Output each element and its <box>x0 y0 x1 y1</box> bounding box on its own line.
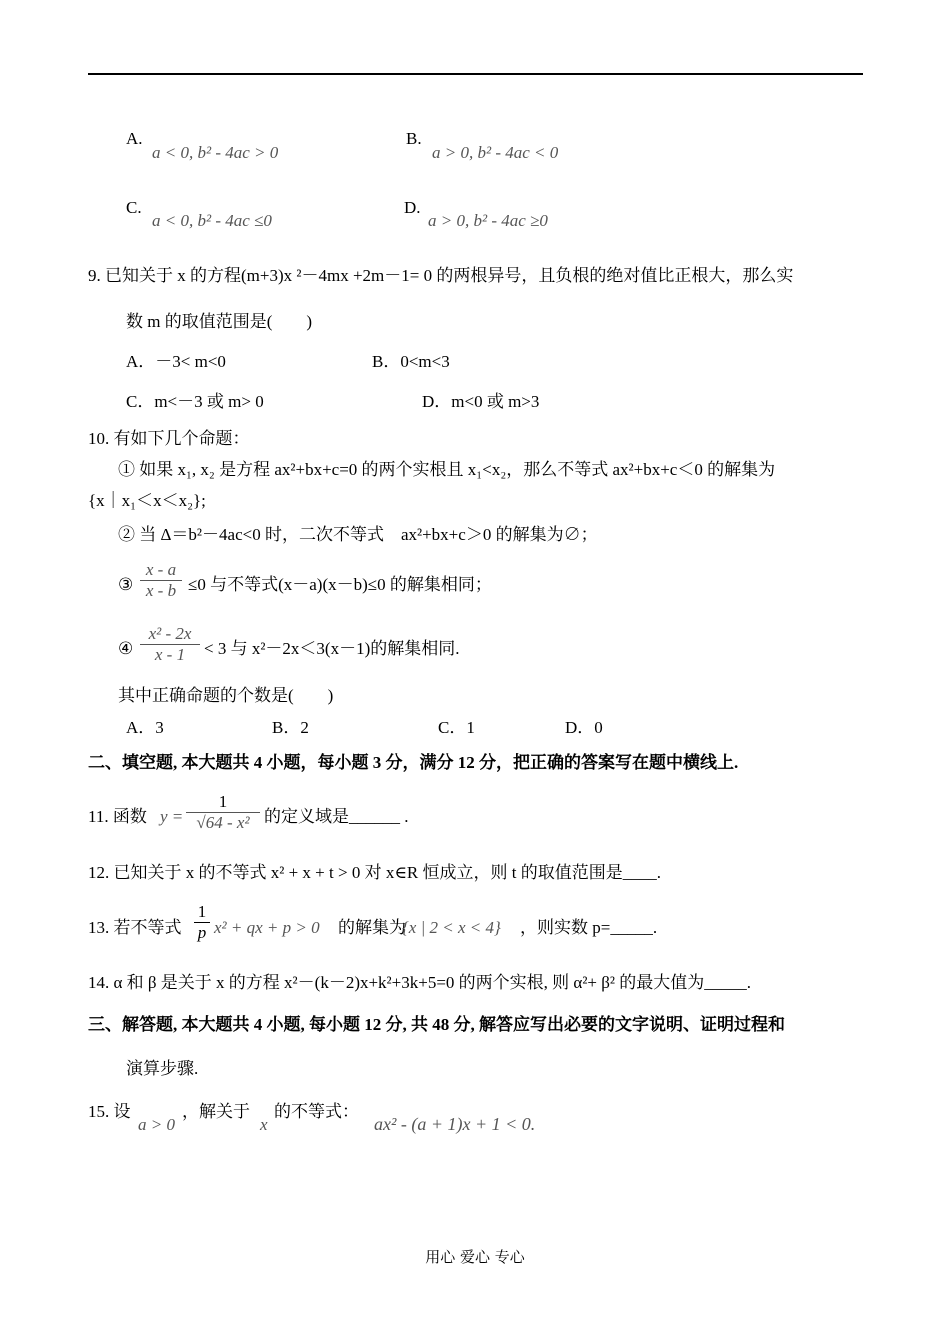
q11-suffix: 的定义域是______ . <box>264 807 409 826</box>
q10-p4-numerator: x² - 2x <box>148 624 192 643</box>
q8-option-c-label: C. <box>126 198 142 217</box>
q14-text: 14. α 和 β 是关于 x 的方程 x²－(k－2)x+k²+3k+5=0 的两个实根, 则 α²+ β² 的最大值为_____. <box>88 973 752 992</box>
q13-prefix: 13. 若不等式 <box>88 918 182 937</box>
q9-option-d: D．m<0 或 m>3 <box>422 392 540 411</box>
q10-proposition-3-text: ≤0 与不等式(x－a)(x－b)≤0 的解集相同； <box>188 575 492 594</box>
q8-option-a-label: A. <box>126 129 143 148</box>
q11-prefix: 11. 函数 <box>88 807 147 826</box>
q11-fraction <box>186 792 260 833</box>
q13-mid: 的解集为 <box>338 918 406 937</box>
q10-option-a: A．3 <box>126 718 164 737</box>
q10-p3-numerator: x - a <box>145 560 177 579</box>
q10-option-c: C．1 <box>438 718 475 737</box>
q15-inequality: ax² - (a + 1)x + 1 < 0. <box>374 1114 536 1134</box>
q13-suffix: ，则实数 p=_____. <box>520 918 658 937</box>
q10-proposition-1b: {x｜x₁＜x＜x₂}; <box>88 491 206 510</box>
q10-p4-denominator: x - 1 <box>154 645 186 664</box>
q10-option-d: D．0 <box>565 718 603 737</box>
q9-option-a: A．－3< m<0 <box>126 352 226 371</box>
q15-prefix: 15. 设 <box>88 1102 131 1121</box>
q11-radicand: 64 - x² <box>205 813 250 832</box>
q11-denominator: √64 - x² <box>196 813 250 832</box>
header-rule <box>88 73 863 75</box>
q8-option-b-expr: a > 0, b² - 4ac < 0 <box>432 143 559 162</box>
q9-stem-line2: 数 m 的取值范围是( ) <box>126 312 313 331</box>
q10-proposition-3-fraction <box>140 560 182 601</box>
q10-question: 其中正确命题的个数是( ) <box>118 686 334 705</box>
q10-proposition-4-fraction <box>140 624 200 665</box>
q15-mid: ，解关于 <box>182 1102 250 1121</box>
q10-proposition-3-marker: ③ <box>118 575 134 594</box>
q13-expression: x² + qx + p > 0 <box>214 918 320 937</box>
q10-proposition-2: ② 当 Δ＝b²－4ac<0 时，二次不等式 ax²+bx+c＞0 的解集为∅； <box>118 525 598 544</box>
q10-proposition-1a: ① 如果 x₁, x₂ 是方程 ax²+bx+c=0 的两个实根且 x₁<x₂，那么不等式 ax²+bx+c＜0 的解集为 <box>118 460 776 479</box>
q13-fraction <box>194 902 210 943</box>
q13-denominator: p <box>197 923 207 942</box>
page-footer: 用心 爱心 专心 <box>425 1248 525 1266</box>
section-3-heading-line2: 演算步骤. <box>126 1059 199 1078</box>
q10-proposition-4-marker: ④ <box>118 639 134 658</box>
q8-option-d-expr: a > 0, b² - 4ac ≥0 <box>428 211 548 230</box>
section-2-heading: 二、填空题, 本大题共 4 小题，每小题 3 分，满分 12 分，把正确的答案写在题中横线上. <box>88 753 739 772</box>
q9-option-b: B．0<m<3 <box>372 352 450 371</box>
q10-head: 10. 有如下几个命题： <box>88 429 250 448</box>
q9-stem-line1: 9. 已知关于 x 的方程(m+3)x ²－4mx +2m－1= 0 的两根异号，且负根的绝对值比正根大，那么实 <box>88 266 794 285</box>
q15-mid2: 的不等式： <box>274 1102 359 1121</box>
q8-option-c-expr: a < 0, b² - 4ac ≤0 <box>152 211 272 230</box>
q8-option-a-expr: a < 0, b² - 4ac > 0 <box>152 143 279 162</box>
q10-proposition-4-text: < 3 与 x²－2x＜3(x－1)的解集相同. <box>204 639 460 658</box>
q15-variable: x <box>260 1115 268 1134</box>
q13-solution-set: {x | 2 < x < 4} <box>402 918 501 937</box>
q12-text: 12. 已知关于 x 的不等式 x² + x + t > 0 对 x∈R 恒成立，则 t 的取值范围是____. <box>88 863 661 882</box>
q11-y-equals: y = <box>160 807 184 826</box>
q9-option-c: C．m<－3 或 m> 0 <box>126 392 264 411</box>
q15-condition: a > 0 <box>138 1115 175 1134</box>
q11-numerator: 1 <box>218 792 228 811</box>
q10-option-b: B．2 <box>272 718 309 737</box>
q10-p3-denominator: x - b <box>145 581 177 600</box>
q8-option-b-label: B. <box>406 129 422 148</box>
q8-option-d-label: D. <box>404 198 421 217</box>
section-3-heading-line1: 三、解答题, 本大题共 4 小题, 每小题 12 分, 共 48 分, 解答应写出必要的文字说明、证明过程和 <box>88 1015 785 1034</box>
q13-numerator: 1 <box>197 902 207 921</box>
